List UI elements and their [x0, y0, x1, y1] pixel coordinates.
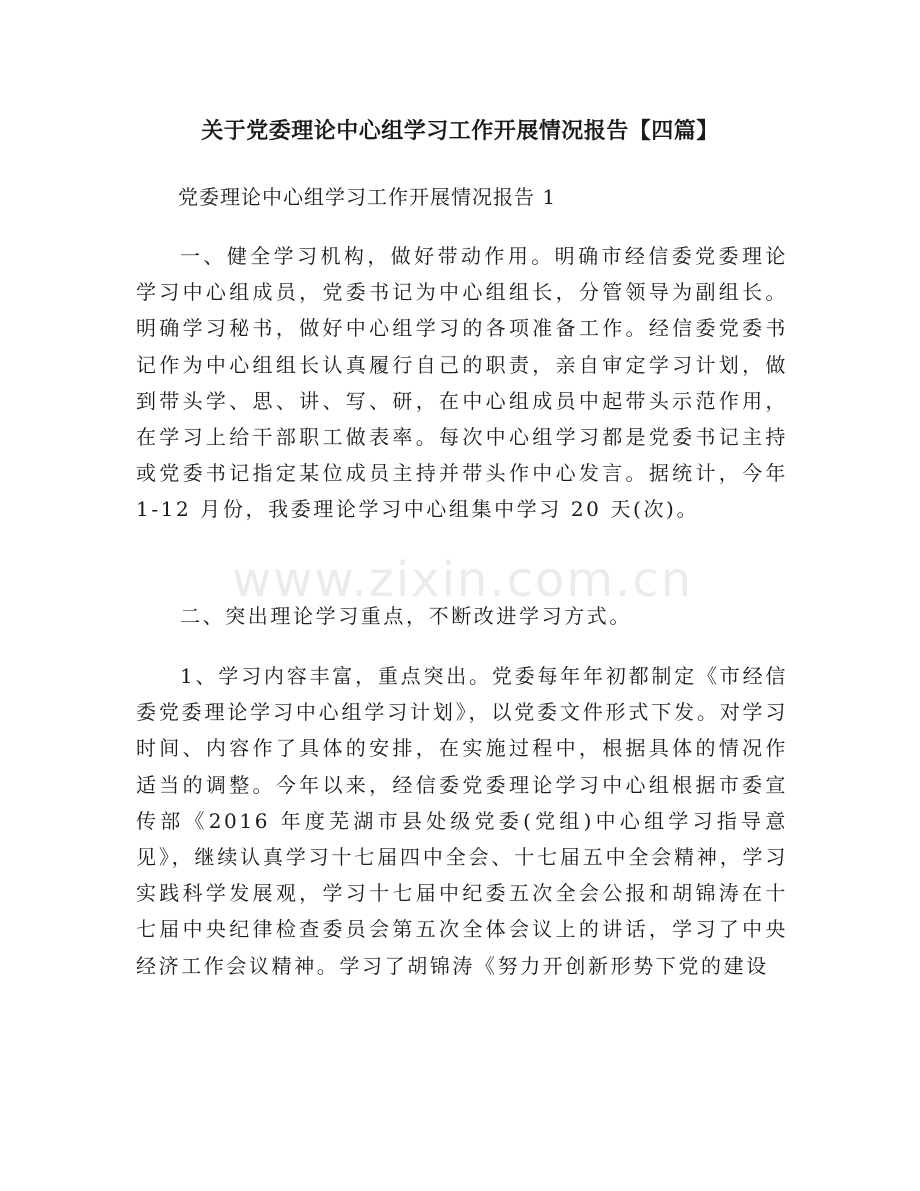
document-title: 关于党委理论中心组学习工作开展情况报告【四篇】: [201, 119, 719, 144]
paragraph-3: 1、学习内容丰富，重点突出。党委每年年初都制定《市经信委党委理论学习中心组学习计划》，以党委文件形式下发。对学习时间、内容作了具体的安排，在实施过程中，根据具体的情况作适当的调整。今年以来，经信委党委理论学习中心组根据市委宣传部《2016 年度芜湖市县处级党委(党组)中心组学习指导意见》，继续认真学习十七届四中全会、十七届五中全会精神，学习实践科学发展观，学习十七届中纪委五次全会公报和胡锦涛在十七届中央纪律检查委员会第五次全体会议上的讲话，学习了中央经济工作会议精神。学习了胡锦涛《努力开创新形势下党的建设: [136, 664, 788, 978]
watermark: www.zixin.com.cn: [232, 552, 694, 608]
document-subtitle: 党委理论中心组学习工作开展情况报告 1: [178, 185, 557, 209]
paragraph-2: 二、突出理论学习重点，不断改进学习方式。: [180, 604, 632, 628]
paragraph-1: 一、健全学习机构，做好带动作用。明确市经信委党委理论学习中心组成员，党委书记为中心组组长，分管领导为副组长。明确学习秘书，做好中心组学习的各项准备工作。经信委党委书记作为中心组组长认真履行自己的职责，亲自审定学习计划，做到带头学、思、讲、写、研，在中心组成员中起带头示范作用，在学习上给干部职工做表率。每次中心组学习都是党委书记主持或党委书记指定某位成员主持并带头作中心发言。据统计，今年1-12 月份，我委理论学习中心组集中学习 20 天(次)。: [136, 244, 788, 522]
